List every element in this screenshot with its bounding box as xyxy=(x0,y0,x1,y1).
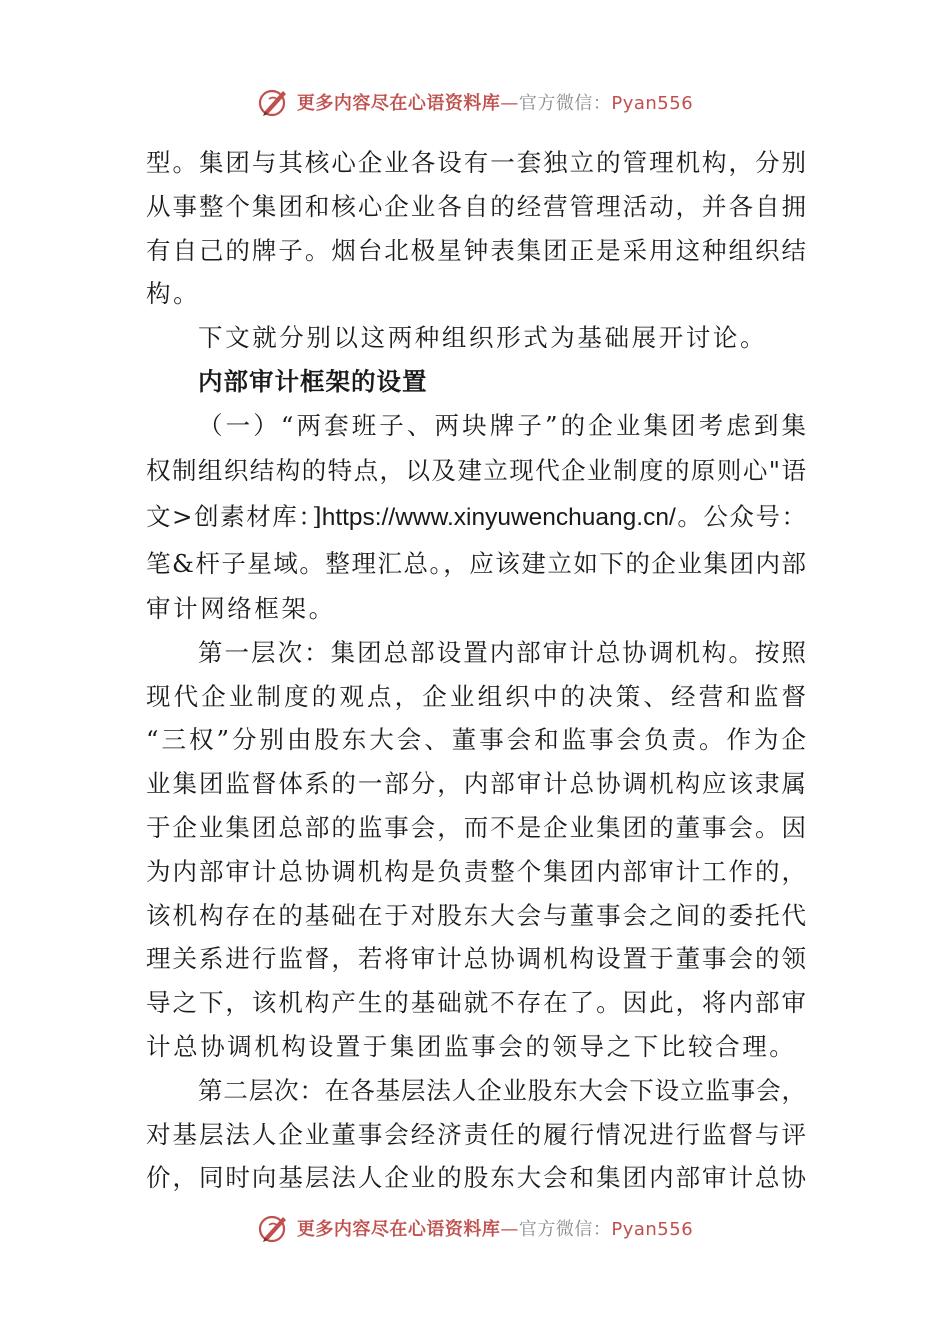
header-banner xyxy=(0,82,950,122)
text-line: 权制组织结构的特点，以及建立现代企业制度的原则心"语 xyxy=(146,455,806,485)
banner-wechat-label: 官方微信： xyxy=(518,1219,612,1240)
text-line: 业集团监督体系的一部分，内部审计总协调机构应该隶属 xyxy=(146,769,806,799)
banner-dash: — xyxy=(500,1219,519,1240)
text-fragment: 。公众号： xyxy=(675,502,806,532)
footer-banner-text xyxy=(297,1215,693,1241)
text-line: 下文就分别以这两种组织形式为基础展开讨论。 xyxy=(198,323,768,353)
text-line: 构。 xyxy=(146,279,201,309)
banner-wechat-label: 官方微信： xyxy=(518,93,612,114)
text-line: 笔&杆子星域。整理汇总。，应该建立如下的企业集团内部 xyxy=(146,548,806,578)
text-line: 为内部审计总协调机构是负责整个集团内部审计工作的， xyxy=(146,856,806,886)
text-line: 第一层次：集团总部设置内部审计总协调机构。按照 xyxy=(198,637,806,667)
text-line: 审计网络框架。 xyxy=(146,594,336,624)
text-line: 有自己的牌子。烟台北极星钟表集团正是采用这种组织结 xyxy=(146,235,806,265)
text-line: 型。集团与其核心企业各设有一套独立的管理机构，分别 xyxy=(146,148,806,177)
text-line: 从事整个集团和核心企业各自的经营管理活动，并各自拥 xyxy=(146,191,806,221)
text-line-with-url xyxy=(146,494,806,541)
text-line: 理关系进行监督，若将审计总协调机构设置于董事会的领 xyxy=(146,944,806,974)
header-banner-text xyxy=(297,89,693,115)
text-fragment: 文>创素材库：] xyxy=(146,502,322,532)
banner-wechat-id: Pyan556 xyxy=(611,1219,694,1240)
footer-banner xyxy=(0,1208,950,1248)
text-line: 第二层次：在各基层法人企业股东大会下设立监事会， xyxy=(198,1075,806,1105)
banner-site-name: 更多内容尽在心语资料库 xyxy=(296,1219,501,1240)
section-heading: 内部审计框架的设置 xyxy=(198,366,428,396)
text-line: 现代企业制度的观点，企业组织中的决策、经营和监督 xyxy=(146,681,806,711)
pen-logo-icon xyxy=(257,1211,291,1245)
banner-wechat-id: Pyan556 xyxy=(611,93,694,114)
document-body xyxy=(146,141,806,1200)
text-line: 于企业集团总部的监事会，而不是企业集团的董事会。因 xyxy=(146,813,806,843)
pen-logo-icon xyxy=(257,85,291,119)
text-line: 价，同时向基层法人企业的股东大会和集团内部审计总协 xyxy=(146,1163,806,1193)
text-line: 导之下，该机构产生的基础就不存在了。因此，将内部审 xyxy=(146,988,806,1018)
banner-site-name: 更多内容尽在心语资料库 xyxy=(296,93,501,114)
banner-dash: — xyxy=(500,93,519,114)
website-link[interactable]: https://www.xinyuwenchuang.cn/ xyxy=(321,504,676,532)
text-line: 计总协调机构设置于集团监事会的领导之下比较合理。 xyxy=(146,1032,797,1062)
text-line: “三权”分别由股东大会、董事会和监事会负责。作为企 xyxy=(146,725,806,755)
text-line: （一）“两套班子、两块牌子”的企业集团考虑到集 xyxy=(198,410,806,440)
text-line: 该机构存在的基础在于对股东大会与董事会之间的委托代 xyxy=(146,900,806,930)
text-line: 对基层法人企业董事会经济责任的履行情况进行监督与评 xyxy=(146,1119,806,1149)
